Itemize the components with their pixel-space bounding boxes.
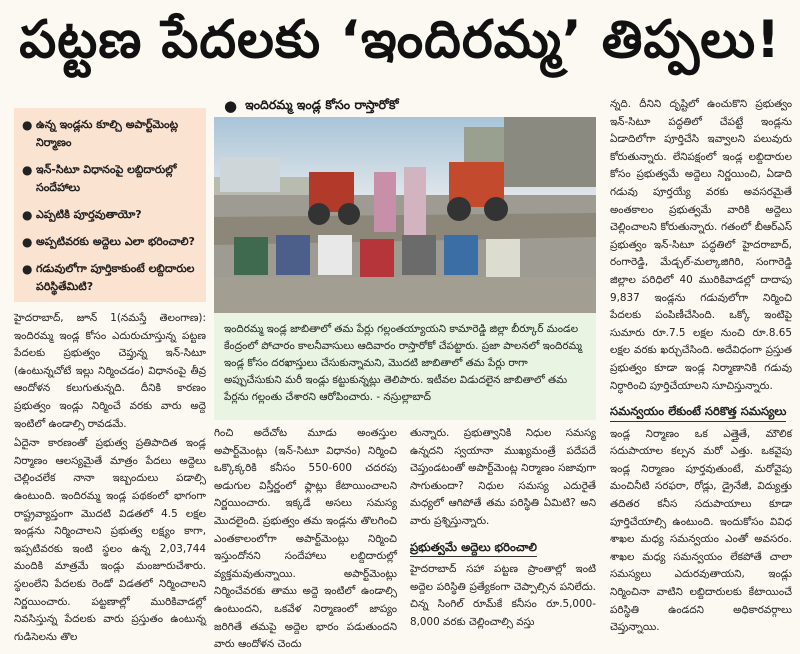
key-point: ● ఎప్పటికి పూర్తవుతాయో? [22,208,142,222]
bullet-icon: ● [22,208,33,222]
protest-photo-illustration [214,117,596,313]
article-column-1 [14,310,206,643]
section-heading: సమన్వయం లేకుంటే సరికొత్త సమస్యలు [610,403,786,422]
bullet-icon: ● [22,118,33,132]
bullet-icon: ● [22,262,33,276]
key-point: ● గడువులోగా పూర్తికాకుంటే లబ్దిదారుల పరిస్థితేమిటి? [22,260,198,296]
photo-subheadline: ● ఇందిరమ్మ ఇండ్ల కోసం రాస్తారోకో [224,96,399,115]
article-paragraph: న్నది. దీనిని దృష్టిలో ఉంచుకొని ప్రభుత్వం ఇన్-సిటూ పద్ధతిలో చేపట్టే ఇండ్లను ఏడాదిలోగా పూర్తిచేసి ఇవ్వాలని పలువురు కోరుతున్నారు. లేనిపక్షంలో ఇండ్ల లబ్దిదారుల కోసం ప్రభుత్వమే అద్దెలు నిర్ణయించి, ఏడాది గడువు పూర్తయ్యే వరకు అవసరమైతే అంతకాలం ప్రభుత్వమే వారికి అద్దెలు చెల్లించాలని కోరుతున్నారు. గతంలో బీఆర్ఎస్ ప్రభుత్వం ఇన్-సిటూ పద్ధతిలో హైదరాబాద్, రంగారెడ్డి, మేడ్చల్-మల్కాజిగిరి, సంగారెడ్డి జిల్లాల పరిధిలో 40 మురికివాడల్లో దాదాపు 9,837 ఇండ్లను గడువులోగా నిర్మించి పేదలకు పంపిణీచేసింది. ఒక్కో ఇంటిపై సుమారు రూ.7.5 లక్షల నుంచి రూ.8.65 లక్షల వరకు ఖర్చుచేసింది. అదేవిధంగా ప్రస్తుత ప్రభుత్వం కూడా ఇండ్ల నిర్మాణానికి గడువు నిర్ధారించి పూర్తిచేయాలని సూచిస్తున్నారు. [610,98,792,392]
key-point: ● ఉన్న ఇండ్లను కూల్చి అపార్ట్‌మెంట్ల నిర్మాణం [22,116,198,152]
photo-caption: ఇందిరమ్మ ఇండ్ల జాబితాలో తమ పేర్లు గల్లంతయ్యాయని కామారెడ్డి జిల్లా బీర్కూర్ మండల కేంద్రంలో పోచారం కాలనీవాసులు ఆదివారం రాస్తారోకో చేపట్టారు. ప్రజా పాలనలో ఇందిరమ్మ ఇండ్ల కోసం దరఖాస్తులు చేసుకున్నామని, మొదటి జాబితాలో తమ పేర్లు రాగా అప్పుచేసుకుని మరీ ఇండ్లు కట్టుకున్నట్లు తెలిపారు. ఇటీవల విడుదలైన జాబితాలో తమ పేర్లను గల్లంతు చేశారని ఆరోపించారు. - నస్రుల్లాబాద్ [214,313,596,420]
article-paragraph: ఏదైనా కారణంతో ప్రభుత్వ ప్రతిపాదిత ఇండ్ల నిర్మాణం ఆలస్యమైతే మాత్రం పేదలు అద్దెలు చెల్లించలేక నానా ఇబ్బందులు పడాల్సి ఉంటుంది. ఇందిరమ్మ ఇండ్ల పథకంలో భాగంగా రాష్ట్రవ్యాప్తంగా మొదటి విడతలో 4.5 లక్షల ఇండ్లను నిర్మించాలని ప్రభుత్వ లక్ష్యం కాగా, ఇప్పటివరకు ఇంటి స్థలం ఉన్న 2,03,744 మందికి మాత్రమే ఇండ్లు మంజూరుచేశారు. స్థలంలేని పేదలకు రెండో విడతలో నిర్మించాలని నిర్ణయించారు. పట్టణాల్లో మురికివాడల్లో నివసిస్తున్న పేదలకు వారు ప్రస్తుతం ఉంటున్న గుడిసెలను తొల [14,437,206,643]
article-paragraph: తున్నారు. ప్రభుత్వానికి నిధుల సమస్య ఉన్నదని స్వయానా ముఖ్యమంత్రే పదేపదే చెప్తుండటంతో అపార్ట్‌మెంట్ల నిర్మాణం సజావుగా సాగుతుందా? నిధుల సమస్య ఎదురైతే మధ్యలో ఆగిపోతే తమ పరిస్థితి ఏమిటి? అని వారు ప్రశ్నిస్తున్నారు. [410,427,596,527]
article-paragraph: హైదరాబాద్ సహా పట్టణ ప్రాంతాల్లో ఇంటి అద్దెల పరిస్థితి ప్రత్యేకంగా చెప్పాల్సిన పనిలేదు. చిన్న సింగిల్ రూమ్‌కే కనీసం రూ.5,000-8,000 వరకు చెల్లించాల్సి వస్తు [410,563,596,628]
key-point: ● ఇన్-సిటూ విధానంపై లబ్దిదారుల్లో సందేహాలు [22,161,198,197]
bullet-icon: ● [22,163,33,177]
key-point: ● అప్పటివరకు అద్దెలు ఎలా భరించాలి? [22,235,195,249]
section-heading: ప్రభుత్వమే అద్దెలు భరించాలి [410,539,537,558]
article-column-3 [410,425,596,632]
key-points-box [14,108,206,302]
protest-photo [214,117,596,313]
article-paragraph: గించి అదేచోట మూడు అంతస్తుల అపార్ట్‌మెంట్లు (ఇన్-సిటూ విధానం) నిర్మించి ఒక్కొక్కరికి కనీసం 550-600 చదరపు అడుగుల విస్తీర్ణంలో ఫ్లాట్లు కేటాయించాలని నిర్ణయించారు. ఇక్కడే అసలు సమస్య మొదలైంది. ప్రభుత్వం తమ ఇండ్లను తొలగించి ఎంతకాలంలోగా అపార్ట్‌మెంట్లు నిర్మించి ఇస్తుందోనని సందేహాలు లబ్దిదారుల్లో వ్యక్తమవుతున్నాయి. అపార్ట్‌మెంట్లు నిర్మించేవరకు తాము అద్దె ఇంటిలో ఉండాల్సి ఉంటుందని, ఒకవేళ నిర్మాణంలో జాప్యం జరిగితే తమపై అద్దెల భారం పడుతుందని వారు ఆందోళన చెందు [214,427,397,651]
article-paragraph: ఇండ్ల నిర్మాణం ఒక ఎత్తైతే, మౌలిక సదుపాయాల కల్పన మరో ఎత్తు. ఒకవైపు ఇండ్ల నిర్మాణం పూర్తవుతుంటే, మరోవైపు మంచినీటి సరఫరా, రోడ్లు, డ్రైనేజీ, విద్యుత్తు తదితర కనీస సదుపాయాలు కూడా పూర్తిచేయాల్సి ఉంటుంది. ఇందుకోసం వివిధ శాఖల మధ్య సమన్వయం ఎంతో అవసరం. శాఖల మధ్య సమన్వయం లేకపోతే చాలా సమస్యలు ఎదురవుతాయని, ఇండ్లు నిర్మించినా వాటిని లబ్దిదారులకు కేటాయించే పరిస్థితి ఉండదని అధికారవర్గాలు చెప్తున్నాయి. [610,427,792,634]
bullet-icon: ● [22,235,33,249]
bullet-icon: ● [224,97,238,115]
article-paragraph: హైదరాబాద్, జూన్ 1(నమస్తే తెలంగాణ): ఇందిరమ్మ ఇండ్ల కోసం ఎదురుచూస్తున్న పట్టణ పేదలకు ప్రభుత్వం చెప్తున్న ఇన్-సిటూ (ఉంటున్నచోటే ఇల్లు నిర్మించడం) విధానంపై తీవ్ర ఆందోళన కలుగుతున్నది. దీనికి కారణం ప్రభుత్వం ఇండ్లు నిర్మించే వరకు వారు అద్దె ఇంటిలో ఉండాల్సి రావడమే. [14,312,206,430]
article-column-2 [214,425,397,651]
headline: పట్టణ పేదలకు ‘ఇందిరమ్మ’ తిప్పలు! [19,9,781,70]
article-column-4 [610,96,792,632]
